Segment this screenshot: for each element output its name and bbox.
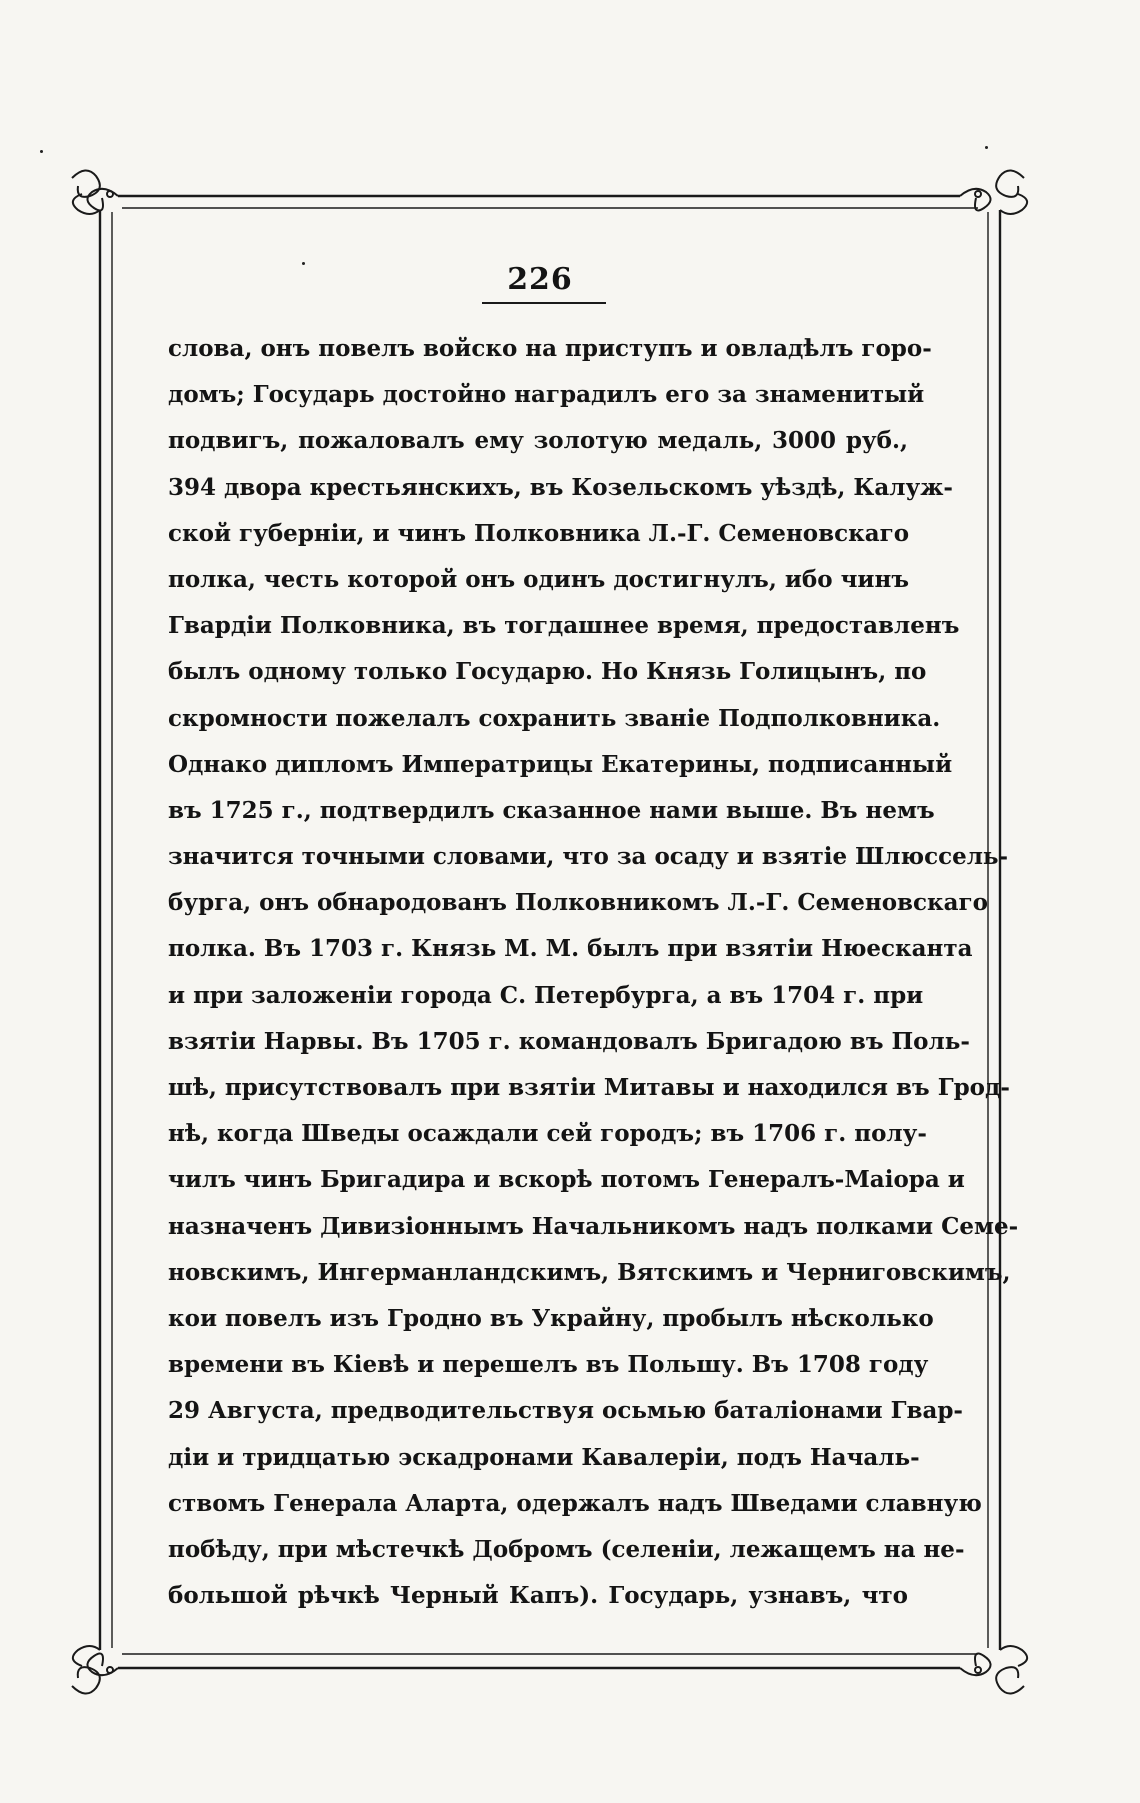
- text-line: Гвардіи Полковника, въ тогдашнее время, предоставленъ: [168, 612, 960, 640]
- corner-ornament-bottom-left: [72, 1646, 118, 1694]
- text-line: побѣду, при мѣстечкѣ Добромъ (селеніи, лежащемъ на не-: [168, 1535, 965, 1563]
- text-line: подвигъ, пожаловалъ ему золотую медаль, 3000 руб.,: [168, 427, 908, 455]
- text-line: новскимъ, Ингерманландскимъ, Вятскимъ и Черниговскимъ,: [168, 1258, 1011, 1286]
- page-number-rule: [482, 302, 606, 304]
- text-line: назначенъ Дивизіоннымъ Начальникомъ надъ полками Семе-: [168, 1212, 1019, 1240]
- page-number: 226: [507, 262, 573, 297]
- text-line: 394 двора крестьянскихъ, въ Козельскомъ уѣздѣ, Калуж-: [168, 473, 953, 501]
- corner-ornament-top-left: [72, 170, 118, 214]
- text-line: и при заложеніи города С. Петербурга, а въ 1704 г. при: [168, 981, 924, 1009]
- text-line: домъ; Государь достойно наградилъ его за знаменитый: [168, 381, 925, 409]
- text-line: большой рѣчкѣ Черный Капъ). Государь, узнавъ, что: [168, 1582, 908, 1610]
- text-line: чилъ чинъ Бригадира и вскорѣ потомъ Генералъ-Маіора и: [168, 1166, 965, 1194]
- text-line: 29 Августа, предводительствуя осьмью баталіонами Гвар-: [168, 1397, 963, 1425]
- text-line: значится точными словами, что за осаду и взятіе Шлюссель-: [168, 843, 1009, 871]
- text-line: шѣ, присутствовалъ при взятіи Митавы и находился въ Грод-: [168, 1074, 1010, 1101]
- text-line: ствомъ Генерала Аларта, одержалъ надъ Шведами славную: [168, 1489, 982, 1517]
- text-line: взятіи Нарвы. Въ 1705 г. командовалъ Бригадою въ Поль-: [168, 1027, 970, 1055]
- text-line: скромности пожелалъ сохранить званіе Подполковника.: [168, 704, 941, 732]
- corner-ornament-bottom-right: [960, 1646, 1027, 1694]
- text-line: былъ одному только Государю. Но Князь Голицынъ, по: [168, 658, 927, 686]
- text-line: ской губерніи, и чинъ Полковника Л.-Г. Семеновскаго: [168, 519, 910, 547]
- text-line: полка. Въ 1703 г. Князь М. М. былъ при взятіи Нюесканта: [168, 935, 973, 963]
- text-body: [168, 326, 1019, 1619]
- text-line: полка, честь которой онъ одинъ достигнулъ, ибо чинъ: [168, 565, 909, 593]
- text-line: бурга, онъ обнародованъ Полковникомъ Л.-Г. Семеновскаго: [168, 889, 988, 917]
- text-line: діи и тридцатью эскадронами Кавалеріи, подъ Началь-: [168, 1443, 920, 1471]
- text-line: нѣ, когда Шведы осаждали сей городъ; въ 1706 г. полу-: [168, 1120, 927, 1148]
- text-line: кои повелъ изъ Гродно въ Украйну, пробылъ нѣсколько: [168, 1304, 934, 1332]
- text-line: слова, онъ повелъ войско на приступъ и овладѣлъ горо-: [168, 335, 932, 362]
- text-line: Однако дипломъ Императрицы Екатерины, подписанный: [168, 750, 953, 778]
- text-line: въ 1725 г., подтвердилъ сказанное нами выше. Въ немъ: [168, 796, 935, 824]
- text-line: времени въ Кіевѣ и перешелъ въ Польшу. Въ 1708 году: [168, 1351, 929, 1379]
